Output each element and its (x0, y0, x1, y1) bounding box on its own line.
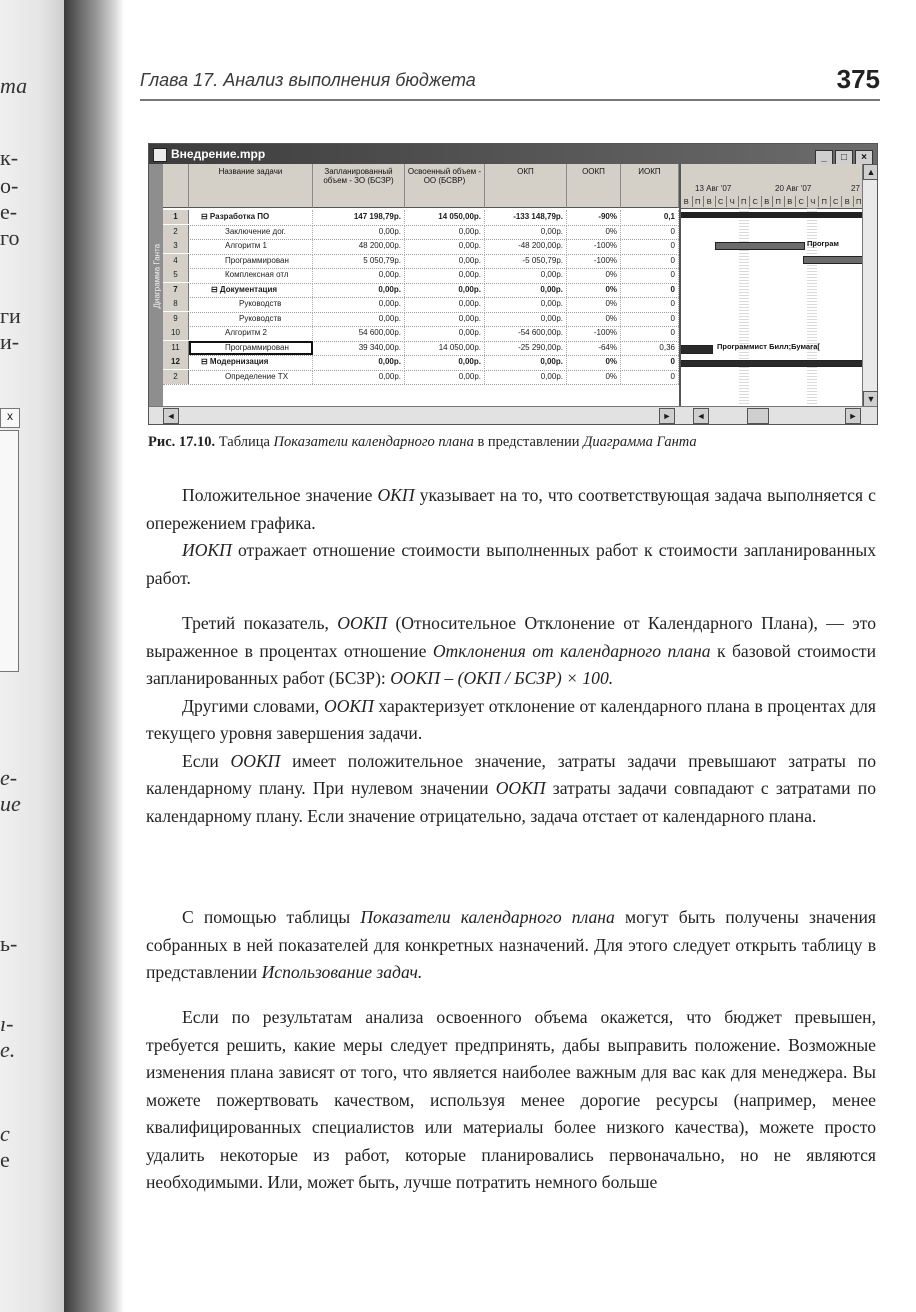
table-row[interactable] (163, 283, 679, 299)
task-table (163, 164, 679, 407)
minimize-icon[interactable]: _ (815, 150, 833, 166)
summary-bar[interactable] (681, 360, 865, 367)
task-name[interactable]: Руководств (189, 297, 313, 311)
caption-italic: Диаграмма Ганта (583, 434, 697, 450)
header-rule (140, 99, 880, 101)
paragraph (146, 693, 876, 748)
text-run: Другими словами, (182, 695, 324, 716)
fragment-window-edge (0, 430, 19, 672)
chapter-title: Глава 17. Анализ выполнения бюджета (140, 70, 476, 90)
bcwp-value: 0,00р. (313, 370, 405, 384)
task-name[interactable]: ⊟ Модернизация (189, 355, 313, 369)
spi-value: 0 (621, 297, 679, 311)
page-number: 375 (836, 64, 880, 94)
text-run: Третий показатель, (182, 613, 338, 633)
paragraph: Если по результатам анализа освоенного объема окажется, что бюджет превышен, требуется решить, какие меры следует предпринять, дабы выправить положение. Возможные изменения плана зависят от того, что является наиболее важным для вас как для менеджера. Вы можете пожертвовать качеством, используя менее дорогие ресурсы (например, менее квалифицированных специалистов или материалы более низкого качества), можете просто удалить некоторые из работ, которые планировались первоначально, но не являются необходимыми. Или, может быть, лучше потратить немного больше (146, 1007, 876, 1192)
task-name[interactable]: Руководств (189, 312, 313, 326)
bar-label: Программист Билл;Бумага[ (717, 342, 820, 351)
paragraph (146, 482, 876, 537)
table-row[interactable] (163, 239, 679, 255)
fragment-text: та (0, 73, 28, 98)
day-label: П (854, 196, 866, 207)
scroll-thumb[interactable] (747, 408, 769, 424)
sv-value: 0,00р. (485, 355, 567, 369)
sv-value: 0,00р. (485, 312, 567, 326)
svp-value: 0% (567, 268, 621, 282)
text-run: к базовой стоимости запланированных работ (БСЗР): (146, 640, 876, 688)
day-label: П (773, 196, 785, 207)
task-name[interactable]: Заключение дог. (189, 225, 313, 239)
svp-value: -64% (567, 341, 621, 355)
task-name[interactable]: ⊟ Разработка ПО (189, 210, 313, 224)
bcws-value: 0,00р. (405, 370, 485, 384)
bcws-value: 0,00р. (405, 312, 485, 326)
day-label: С (831, 196, 843, 207)
bcwp-value: 0,00р. (313, 312, 405, 326)
col-header-svp[interactable]: ООКП (567, 164, 621, 208)
text-run: Если (182, 750, 231, 771)
table-row[interactable] (163, 370, 679, 386)
project-file-icon (153, 148, 167, 162)
text-italic: ИОКП (182, 540, 232, 560)
gantt-timescale (681, 164, 865, 209)
row-id: 3 (163, 239, 189, 253)
text-run: Положительное значение (182, 485, 378, 505)
bcwp-value: 48 200,00р. (313, 239, 405, 253)
text-italic: ООКП (324, 695, 374, 716)
bcwp-value: 0,00р. (313, 225, 405, 239)
text-run: указывает на то, что соответствующая задача выполняется с опережением графика. (146, 485, 876, 533)
table-row[interactable] (163, 355, 679, 371)
view-bar (149, 164, 163, 407)
scroll-up-icon[interactable]: ▲ (863, 164, 878, 180)
bcws-value: 0,00р. (405, 268, 485, 282)
sv-value: -5 050,79р. (485, 254, 567, 268)
table-row-selected[interactable] (163, 341, 679, 357)
spi-value: 0,1 (621, 210, 679, 224)
scroll-right-icon[interactable]: ► (845, 408, 861, 424)
book-spine-shadow (64, 0, 124, 1312)
spi-value: 0 (621, 370, 679, 384)
day-label: Ч (727, 196, 739, 207)
fragment-text: е. (0, 1037, 16, 1062)
row-id: 12 (163, 355, 189, 369)
nonworking-shade (739, 208, 749, 407)
row-id: 4 (163, 254, 189, 268)
day-label: П (819, 196, 831, 207)
paragraph-group (146, 482, 876, 592)
bcwp-value: 0,00р. (313, 283, 405, 297)
nonworking-shade (807, 208, 817, 407)
paragraph (146, 537, 876, 592)
day-label: В (681, 196, 693, 207)
task-name[interactable]: Комплексная отл (189, 268, 313, 282)
fragment-text: ь- (0, 931, 18, 956)
task-bar[interactable] (681, 345, 713, 354)
timescale-days (681, 196, 865, 207)
timescale-week: 20 Авг '07 (775, 184, 812, 193)
table-row[interactable] (163, 312, 679, 328)
day-label: П (739, 196, 751, 207)
table-row[interactable] (163, 210, 679, 226)
spi-value: 0 (621, 254, 679, 268)
bcws-value: 0,00р. (405, 283, 485, 297)
bcws-value: 14 050,00р. (405, 341, 485, 355)
sv-value: 0,00р. (485, 225, 567, 239)
text-run: затраты задачи совпадают с затратами по календарному плану. Если значение отрицательно, задача отстает от календарного плана. (146, 778, 876, 826)
spi-value: 0,36 (621, 341, 679, 355)
spi-value: 0 (621, 283, 679, 297)
sv-value: 0,00р. (485, 297, 567, 311)
window-controls (813, 146, 873, 166)
col-header-bcwp[interactable]: Запланированный объем - ЗО (БСЗР) (313, 164, 405, 208)
fragment-text: ı- (0, 1011, 14, 1036)
svp-value: 0% (567, 225, 621, 239)
svp-value: -100% (567, 254, 621, 268)
fragment-text: го (0, 225, 20, 250)
text-italic: ООКП – (ОКП / БСЗР) × 100. (390, 668, 614, 688)
table-row[interactable] (163, 326, 679, 342)
text-run: могут быть получены значения собранных в ней показателей для конкретных назначений. Для этого следует открыть таблицу в представлении (146, 907, 876, 982)
table-row[interactable] (163, 268, 679, 284)
figure-number: Рис. 17.10. (148, 434, 216, 450)
task-name[interactable]: Алгоритм 2 (189, 326, 313, 340)
col-header-sv[interactable]: ОКП (485, 164, 567, 208)
col-header-name[interactable]: Название задачи (189, 164, 313, 208)
fragment-text: е (0, 1147, 10, 1172)
spi-value: 0 (621, 355, 679, 369)
task-name[interactable]: Программирован (189, 254, 313, 268)
task-bar[interactable] (803, 256, 865, 264)
text-italic: ООКП (337, 613, 388, 633)
spi-value: 0 (621, 239, 679, 253)
text-italic: Отклонения от календарного плана (432, 640, 711, 661)
bcws-value: 0,00р. (405, 297, 485, 311)
day-label: Ч (808, 196, 820, 207)
horizontal-scrollbar[interactable] (149, 406, 877, 424)
bar-label: Програм (807, 239, 839, 248)
bcwp-value: 5 050,79р. (313, 254, 405, 268)
row-id: 2 (163, 225, 189, 239)
fragment-window-close-icon: x (0, 408, 20, 428)
text-run: (Относительное Отклонение от Календарного Плана), — это выраженное в процентах отношение (146, 613, 876, 661)
table-row[interactable] (163, 254, 679, 270)
day-label: В (704, 196, 716, 207)
sv-value: -25 290,00р. (485, 341, 567, 355)
paragraph (146, 904, 876, 987)
sv-value: 0,00р. (485, 268, 567, 282)
svp-value: -100% (567, 239, 621, 253)
window-title: Внедрение.mpp (171, 147, 266, 161)
day-label: С (750, 196, 762, 207)
project-window-screenshot (148, 143, 878, 425)
row-id: 2 (163, 370, 189, 384)
text-run: характеризует отклонение от календарного плана в процентах для текущего уровня завершения задачи. (146, 695, 876, 743)
task-name[interactable]: ⊟ Документация (189, 283, 313, 297)
row-id: 10 (163, 326, 189, 340)
view-bar-label: Диаграмма Ганта (152, 243, 162, 309)
svp-value: 0% (567, 355, 621, 369)
row-id: 1 (163, 210, 189, 224)
spi-value: 0 (621, 268, 679, 282)
day-label: С (716, 196, 728, 207)
scroll-left-icon[interactable]: ◄ (693, 408, 709, 424)
paragraph (146, 610, 876, 693)
col-header-bcws[interactable]: Освоенный объем - ОО (БСВР) (405, 164, 485, 208)
fragment-text: и- (0, 329, 20, 354)
row-id: 9 (163, 312, 189, 326)
text-run: С помощью таблицы (182, 907, 361, 927)
paragraph-group (146, 904, 876, 987)
timescale-week: 27 (851, 184, 860, 193)
day-label: В (785, 196, 797, 207)
fragment-text: ги (0, 303, 21, 328)
task-name[interactable]: Определение ТХ (189, 370, 313, 384)
row-id: 7 (163, 283, 189, 297)
bcwp-value: 0,00р. (313, 297, 405, 311)
previous-page-edge (0, 0, 64, 1312)
sv-value: -48 200,00р. (485, 239, 567, 253)
bcws-value: 0,00р. (405, 254, 485, 268)
bcwp-value: 147 198,79р. (313, 210, 405, 224)
task-bar[interactable] (715, 242, 805, 250)
row-id: 5 (163, 268, 189, 282)
maximize-icon[interactable]: □ (835, 150, 853, 166)
bcws-value: 14 050,00р. (405, 210, 485, 224)
bcwp-value: 54 600,00р. (313, 326, 405, 340)
timescale-week: 13 Авг '07 (695, 184, 732, 193)
svp-value: 0% (567, 297, 621, 311)
task-name[interactable]: Алгоритм 1 (189, 239, 313, 253)
col-header-id (163, 164, 189, 208)
fragment-text: е- (0, 199, 18, 224)
svp-value: 0% (567, 370, 621, 384)
table-row[interactable] (163, 225, 679, 241)
bcws-value: 0,00р. (405, 326, 485, 340)
svp-value: -90% (567, 210, 621, 224)
col-header-spi[interactable]: ИОКП (621, 164, 679, 208)
paragraph-group (146, 610, 876, 830)
text-italic: Показатели календарного плана (360, 907, 615, 927)
scroll-left-icon[interactable]: ◄ (163, 408, 179, 424)
scroll-right-icon[interactable]: ► (659, 408, 675, 424)
close-icon[interactable]: × (855, 150, 873, 166)
vertical-scrollbar[interactable] (862, 164, 877, 407)
sv-value: 0,00р. (485, 370, 567, 384)
spi-value: 0 (621, 312, 679, 326)
text-italic: Использование задач. (261, 962, 423, 982)
gantt-chart (679, 164, 865, 407)
spi-value: 0 (621, 225, 679, 239)
fragment-text: с (0, 1121, 10, 1146)
svp-value: -100% (567, 326, 621, 340)
paragraph-group (146, 1004, 876, 1197)
row-id: 8 (163, 297, 189, 311)
task-name[interactable]: Программирован (189, 341, 313, 355)
caption-text: в представлении (473, 434, 584, 450)
svp-value: 0% (567, 312, 621, 326)
bcwp-value: 39 340,00р. (313, 341, 405, 355)
text-italic: ООКП (495, 778, 546, 798)
sv-value: -133 148,79р. (485, 210, 567, 224)
sv-value: -54 600,00р. (485, 326, 567, 340)
bcwp-value: 0,00р. (313, 355, 405, 369)
caption-italic: Показатели календарного плана (273, 434, 474, 450)
figure-caption (148, 434, 888, 451)
caption-text: Таблица (215, 434, 274, 450)
paragraph (146, 748, 876, 831)
fragment-text: о- (0, 173, 19, 198)
fragment-text: к- (0, 145, 19, 170)
text-italic: ОКП (377, 485, 415, 505)
fragment-text: ие (0, 791, 21, 816)
bcws-value: 0,00р. (405, 355, 485, 369)
svp-value: 0% (567, 283, 621, 297)
bcws-value: 0,00р. (405, 225, 485, 239)
sv-value: 0,00р. (485, 283, 567, 297)
text-italic: ООКП (230, 750, 281, 771)
window-titlebar (149, 144, 877, 164)
fragment-text: е- (0, 765, 18, 790)
table-row[interactable] (163, 297, 679, 313)
spi-value: 0 (621, 326, 679, 340)
scroll-down-icon[interactable]: ▼ (863, 391, 878, 407)
text-run: отражает отношение стоимости выполненных работ к стоимости запланированных работ. (146, 540, 876, 588)
bcws-value: 0,00р. (405, 239, 485, 253)
day-label: В (842, 196, 854, 207)
day-label: С (796, 196, 808, 207)
bcwp-value: 0,00р. (313, 268, 405, 282)
row-id: 11 (163, 341, 189, 355)
day-label: В (762, 196, 774, 207)
summary-bar[interactable] (681, 212, 865, 218)
day-label: П (693, 196, 705, 207)
text-run: имеет положительное значение, затраты задачи превышают затраты по календарному плану. При нулевом значении (146, 750, 876, 798)
